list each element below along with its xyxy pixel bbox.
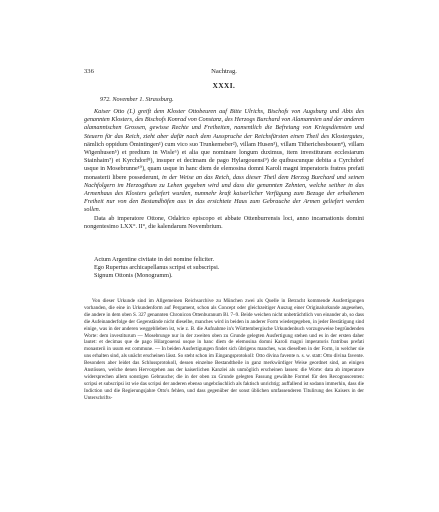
closing-protocol <box>94 256 364 281</box>
latin-part-1: nämlich oppidum Ömintingen¹) cum vico suo Trunkemeber²), villam Husen³), villam Titherichesbouen⁴), villam Wigenhusen⁵) et predium in Wisle⁶) et alia que nominare longum duximus, item investituram ecclesiarum Stainhaim⁷) et Kyrchdorf⁸), insuper et decimam de pago Hylargouensi⁹) de quibuscunque debita a Cyrchdorf usque in Mosebrunne¹⁰), quam usque in hanc diem de elemosina domni Karoli magni imperatoris fratres prefati monasterii libere possederunt, <box>84 140 364 181</box>
page-header <box>84 68 364 75</box>
summary-part-2: in der Weise an das Reich, dass dieser Theil dem Herzog Burchard und seinen Nachfolgern im Herzogthum zu Lehen gegeben wird und dass die genannten Zehnten, welche seither in das Armenhaus des Klosters geliefert wurden, nunmehr kraft kaiserlicher Verfügung zum Bezuge der erhaltenen Freiheit nur von den Bestandhöfen aus in das ersichtete Haus zum Gebrauche der Armen geliefert werden sollen. <box>84 173 364 214</box>
page-number: 336 <box>84 68 94 75</box>
section-number: XXXI. <box>212 82 236 90</box>
signum-line: Signum Ottonis (Monogramm). <box>94 272 173 280</box>
running-title: Nachtrag. <box>211 68 237 75</box>
dating-clause: Data ab imperatore Ottone, Odalrico episcopo et abbate Ottenburrensis loci, anno incarnationis domini nongentesimo LXX°. II°, die kalendarum Novembrium. <box>84 214 364 230</box>
document-number-date: 972. November 1. Strassburg. <box>100 96 174 103</box>
charter-text <box>84 108 364 215</box>
summary-part-1: Kaiser Otto (I.) greift dem Kloster Ottobeuren auf Bitte Ulrichs, Bischofs von Augsburg und Abts des genannten Klosters, des Bischofs Konrad von Constanz, des Herzogs Burchard von Alamannien und der anderen alamannischen Grossen, gewisse Rechte und Freiheiten, namentlich die Befreiung von Kriegsdiensten und Steuern für das Reich, zieht aber dafür nach dem Ausspruche der Reichsfürsten einen Theil des Klostergutes, <box>84 108 364 140</box>
subscription-line: Ego Rupertus archicapellanus scripsi et subscripsi. <box>94 264 220 272</box>
actum-line: Actum Argentine civitate in dei nomine feliciter. <box>94 256 214 263</box>
document-summary-and-text <box>84 108 364 231</box>
notes-paragraph: Von dieser Urkunde sind im Allgemeinen Reichsarchive zu München zwei als Quelle in Betracht kommende Ausfertigungen vorhanden, die eine in Urkundenform auf Pergament, schon als Concept oder gleichzeitiger Auszug einer Originalurkunde angesehen, die andere in dem oben S. 327 genannten Chronicon Ottenburanum Bl. 7–9. Beide weichen nicht unbeträchtlich von einander ab, so dass die Aufeinanderfolge der Gegenstände nicht dieselbe, manches wird in beiden in anderer Form wiedergegeben, in jeder Bestätigung sind einige, was in der anderen weggeblieben ist, wie z. B. die Aufnahme in's Württembergische Urkundenbuch vorzugsweise begründenden Worte: dem investiturum — Mosebrunge nur in der zweiten oben zu Grunde gelegten Ausfertigung stehen und es in der ersten daher lautet: et decimas que de pago Hilargouensi usque in hanc diem de elemosina domni Karoli magni imperatoris fratribus prefati monasterii in usum est commune. — In beiden Ausfertigungen findet sich übrigens manches, was dieselben in der Form, in welcher sie uns erhalten sind, als unächt erscheinen lässt. So steht schon im Eingangsprotokoll: Otto divina favente n. s. w. statt: Otto divina favente. Besonders aber leidet das Schlussprotokoll, dessen einzelne Bestandtheile in ganz merkwürdiger Weise geordnet sind, an einigen Anstössen, welche denen Hervorgehen aus der kaiserlichen Kanzlei als unmöglich erscheinen lassen: die Worte: data ab imperatore widersprechen allem sonstigen Gebrauche; die in der oben zu Grunde gelegten Fassung gewählte Formel für den Recognoscenten: scripsi et subscripsi ist wie das scripsi der anderen ebenso ungebräuchlich als faktisch unrichtig; auffallend ist sodann immerhin, dass die Indiction und die Regierungsjahre Otto's fehlen, und dass gegenüber der sonst üblichen umfassenderen Titulirung des Kaisers in der Unterschrifts- <box>84 298 364 401</box>
editorial-notes <box>84 298 364 402</box>
